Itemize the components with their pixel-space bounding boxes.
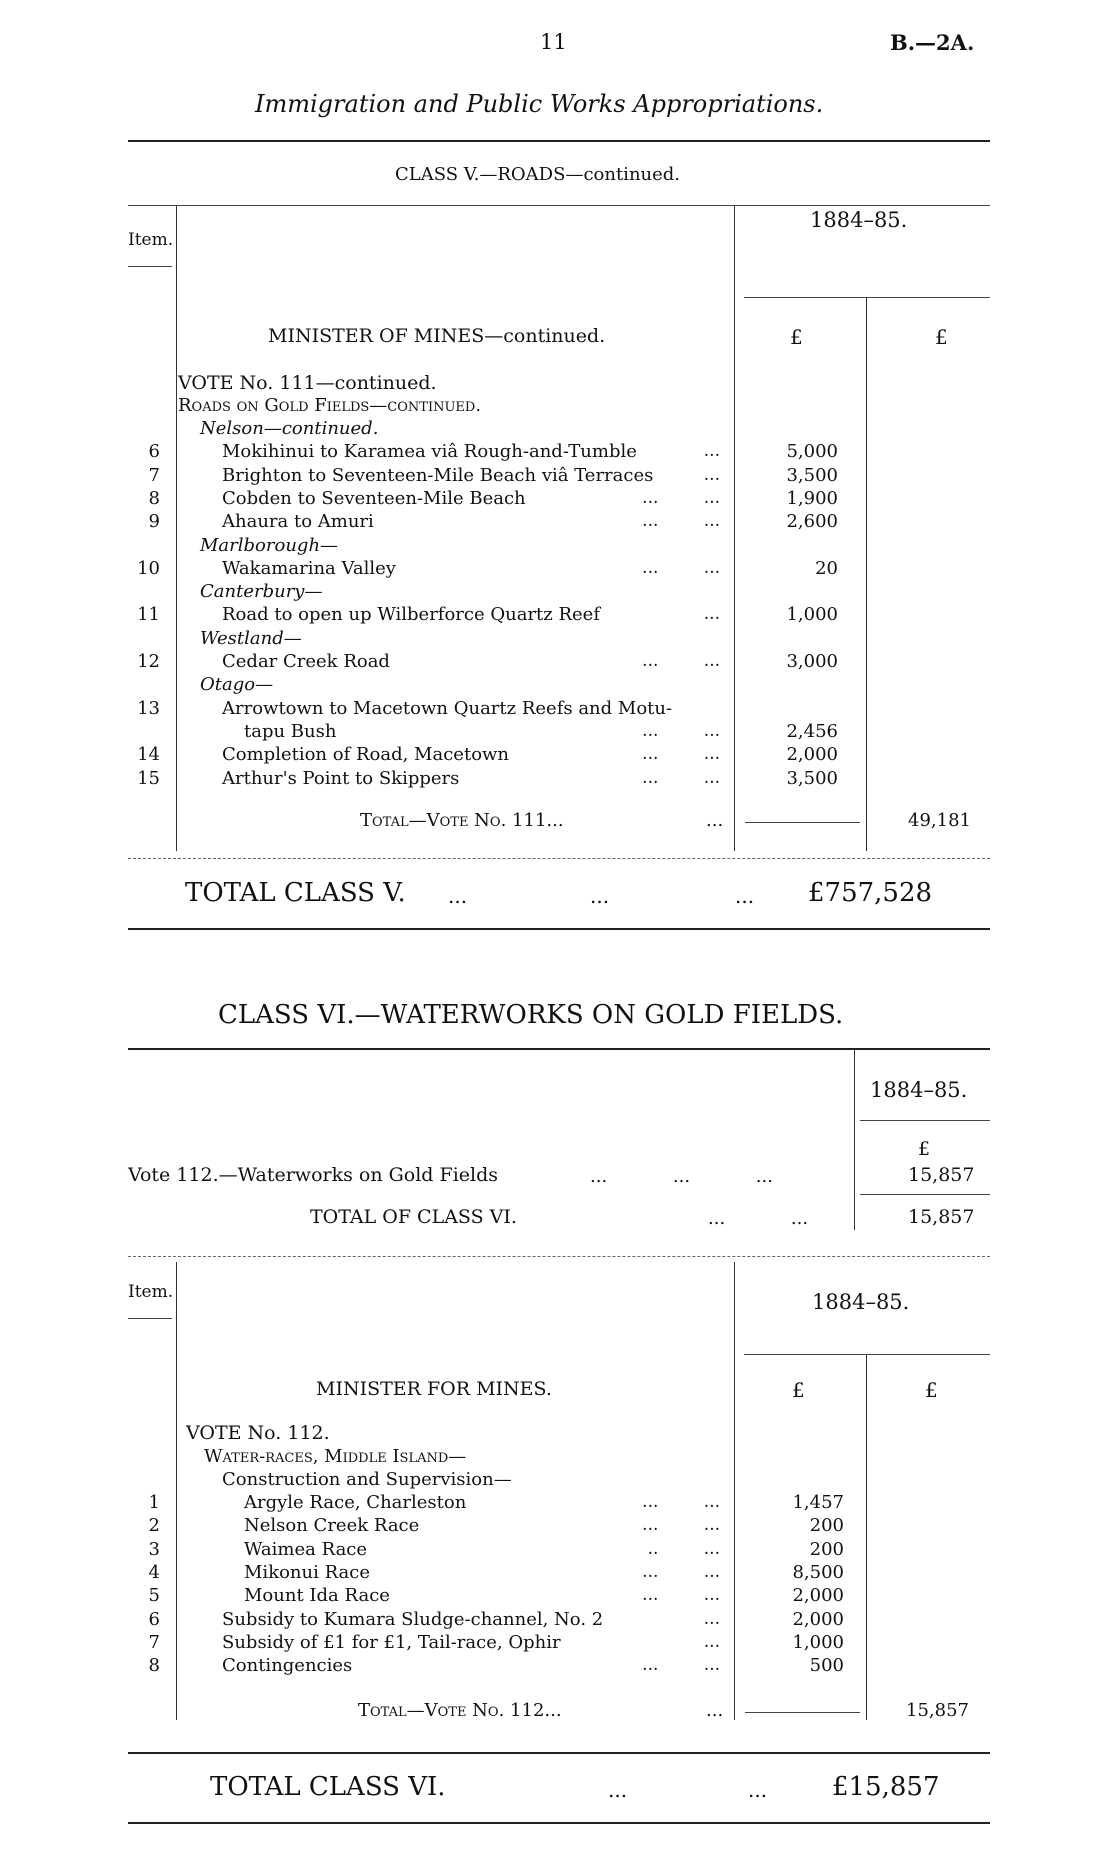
class6-sum-rule <box>860 1194 990 1195</box>
class6-item-dots: ... ... <box>642 1515 720 1535</box>
class5-item-number: 14 <box>137 744 160 765</box>
class6-detail-year: 1884–85. <box>812 1290 910 1314</box>
class5-item-description: Cobden to Seventeen-Mile Beach <box>222 488 526 509</box>
class5-item-dots: ... ... <box>642 488 720 508</box>
class6-item-description: Subsidy to Kumara Sludge-channel, No. 2 <box>222 1609 604 1630</box>
class5-vote-total: 49,181 <box>908 810 971 831</box>
class5-total-dots-1: ... <box>448 884 468 908</box>
class6-total-label: TOTAL OF CLASS VI. <box>310 1206 517 1228</box>
class5-pound-2: £ <box>935 325 948 349</box>
class6-vote-total: 15,857 <box>906 1700 969 1721</box>
class6-minister: MINISTER FOR MINES. <box>316 1378 552 1400</box>
class6-item-description: Waimea Race <box>244 1539 368 1560</box>
class5-item-description: Brighton to Seventeen-Mile Beach viâ Terraces <box>222 465 654 486</box>
class6-item-description: Argyle Race, Charleston <box>244 1492 467 1513</box>
class5-region-label: Nelson—continued. <box>200 418 379 439</box>
class5-item-number: 6 <box>148 441 160 462</box>
class6-item-description: Contingencies <box>222 1655 353 1676</box>
page-title: Immigration and Public Works Appropriations. <box>255 90 824 118</box>
class6-heading: CLASS VI.—WATERWORKS ON GOLD FIELDS. <box>218 1000 844 1030</box>
class5-amount-col-line <box>734 206 735 851</box>
class6-item-amount: 200 <box>809 1515 844 1536</box>
class6-vote-line: Vote 112.—Waterworks on Gold Fields <box>128 1164 498 1186</box>
class5-item-amount: 2,000 <box>786 744 838 765</box>
class6-vote-amount: 15,857 <box>908 1164 975 1186</box>
class5-bottom-rule <box>128 858 990 859</box>
class5-region-label: Otago— <box>200 674 274 695</box>
class5-item-dots: ... <box>703 441 720 461</box>
class6-vote-line-dots: ... ... ... <box>590 1166 773 1187</box>
class6-total-col-line <box>866 1355 867 1720</box>
class6-item-amount: 8,500 <box>792 1562 844 1583</box>
class5-item-dots: ... <box>703 604 720 624</box>
class5-item-label: Item. <box>128 230 174 250</box>
class6-item-number: 6 <box>148 1609 160 1630</box>
class5-item-description: tapu Bush <box>244 721 337 742</box>
class5-item-dots: ... ... <box>642 511 720 531</box>
class5-vote-total-label: Total—Vote No. 111... <box>360 810 564 831</box>
class5-minister: MINISTER OF MINES—continued. <box>268 325 606 347</box>
class5-pound-1: £ <box>790 325 803 349</box>
class6-item-number: 2 <box>148 1515 160 1536</box>
class6-item-dots: ... <box>703 1609 720 1629</box>
class5-region-label: Westland— <box>200 628 302 649</box>
class5-item-number: 10 <box>137 558 160 579</box>
class5-total: £757,528 <box>808 878 933 908</box>
class5-item-underline <box>128 266 172 267</box>
class6-item-description: Nelson Creek Race <box>244 1515 420 1536</box>
class5-item-amount: 2,600 <box>786 511 838 532</box>
class5-item-dots: ... ... <box>642 721 720 741</box>
class6-total-dots-2: ... <box>748 1778 768 1802</box>
class5-total-dots-3: ... <box>735 884 755 908</box>
class5-item-dots: ... ... <box>642 558 720 578</box>
class5-item-dots: ... ... <box>642 768 720 788</box>
class5-item-col-line <box>176 206 177 851</box>
class6-vote: VOTE No. 112. <box>186 1422 330 1444</box>
class6-total-rule <box>128 1822 990 1824</box>
class6-year: 1884–85. <box>870 1078 968 1102</box>
class5-item-description: Arrowtown to Macetown Quartz Reefs and Motu- <box>222 698 673 719</box>
class6-amount-col-line-2 <box>734 1262 735 1720</box>
class5-item-description: Arthur's Point to Skippers <box>222 768 460 789</box>
class6-total-label: TOTAL CLASS VI. <box>210 1772 446 1802</box>
class6-subsub: Construction and Supervision— <box>222 1469 512 1490</box>
class6-item-number: 5 <box>148 1585 160 1606</box>
class6-item-dots: .. ... <box>647 1539 720 1559</box>
class5-vote: VOTE No. 111—continued. <box>178 372 437 394</box>
class6-item-number: 4 <box>148 1562 160 1583</box>
class5-total-label: TOTAL CLASS V. <box>185 878 406 908</box>
class5-item-description: Ahaura to Amuri <box>222 511 374 532</box>
class6-item-dots: ... ... <box>642 1562 720 1582</box>
header-rule <box>128 140 990 142</box>
class6-summary-bottom-rule <box>128 1256 990 1257</box>
class6-year-rule <box>860 1120 990 1121</box>
class6-item-underline <box>128 1318 172 1319</box>
class5-item-number: 12 <box>137 651 160 672</box>
class5-total-col-line <box>866 298 867 851</box>
class5-item-number: 8 <box>148 488 160 509</box>
class5-item-number: 9 <box>148 511 160 532</box>
class6-item-dots: ... ... <box>642 1655 720 1675</box>
class6-total: £15,857 <box>832 1772 940 1802</box>
class6-item-dots: ... ... <box>642 1585 720 1605</box>
class6-item-description: Mikonui Race <box>244 1562 371 1583</box>
class6-total-amount: 15,857 <box>908 1206 975 1228</box>
page-number: 11 <box>540 30 567 54</box>
class6-item-dots: ... <box>703 1632 720 1652</box>
class6-item-number: 3 <box>148 1539 160 1560</box>
class6-detail-year-rule <box>744 1354 990 1355</box>
class5-item-dots: ... <box>703 465 720 485</box>
class6-total-dots-1: ... <box>608 1778 628 1802</box>
class6-item-dots: ... ... <box>642 1492 720 1512</box>
class6-pound: £ <box>918 1138 931 1160</box>
class5-item-description: Completion of Road, Macetown <box>222 744 510 765</box>
class5-item-amount: 1,900 <box>786 488 838 509</box>
class5-year-rule <box>744 297 990 298</box>
class5-top-rule <box>128 205 990 206</box>
class6-pound-2: £ <box>925 1378 938 1402</box>
class5-item-amount: 2,456 <box>786 721 838 742</box>
class5-item-number: 13 <box>137 698 160 719</box>
class5-item-amount: 1,000 <box>786 604 838 625</box>
class5-region-label: Canterbury— <box>200 581 323 602</box>
class6-item-amount: 2,000 <box>792 1609 844 1630</box>
class5-sum-rule <box>745 822 860 823</box>
class5-total-dots-2: ... <box>590 884 610 908</box>
class6-item-amount: 2,000 <box>792 1585 844 1606</box>
class5-item-description: Cedar Creek Road <box>222 651 390 672</box>
class6-pound-1: £ <box>792 1378 805 1402</box>
class6-item-amount: 200 <box>809 1539 844 1560</box>
class5-item-amount: 3,500 <box>786 465 838 486</box>
class5-item-amount: 20 <box>815 558 838 579</box>
class5-item-amount: 3,000 <box>786 651 838 672</box>
class6-bottom-rule <box>128 1752 990 1754</box>
class6-subhead: Water-races, Middle Island— <box>204 1446 467 1467</box>
class5-item-description: Mokihinui to Karamea viâ Rough-and-Tumble <box>222 441 637 462</box>
class6-top-rule <box>128 1048 990 1050</box>
document-ref: B.—2A. <box>890 30 975 55</box>
class5-item-description: Wakamarina Valley <box>222 558 396 579</box>
class5-vote-total-dots: ... <box>706 810 724 831</box>
class5-heading: CLASS V.—ROADS—continued. <box>395 164 681 185</box>
class5-item-amount: 5,000 <box>786 441 838 462</box>
class6-total-dots: ... ... <box>708 1208 809 1229</box>
class6-item-label: Item. <box>128 1282 174 1302</box>
class6-amount-col-line <box>854 1050 855 1230</box>
class5-region-label: Marlborough— <box>200 535 339 556</box>
class6-vote-total-label: Total—Vote No. 112... <box>358 1700 562 1721</box>
class5-year: 1884–85. <box>810 208 908 232</box>
class6-item-number: 8 <box>148 1655 160 1676</box>
class5-item-dots: ... ... <box>642 651 720 671</box>
class6-sum-rule-2 <box>745 1712 860 1713</box>
class6-item-amount: 1,457 <box>792 1492 844 1513</box>
class6-item-description: Subsidy of £1 for £1, Tail-race, Ophir <box>222 1632 561 1653</box>
class6-item-amount: 500 <box>809 1655 844 1676</box>
class6-item-number: 1 <box>148 1492 160 1513</box>
class5-subhead: Roads on Gold Fields—continued. <box>178 395 482 416</box>
class5-item-dots: ... ... <box>642 744 720 764</box>
class6-item-amount: 1,000 <box>792 1632 844 1653</box>
class5-total-rule <box>128 928 990 930</box>
class5-item-description: Road to open up Wilberforce Quartz Reef <box>222 604 600 625</box>
class5-item-amount: 3,500 <box>786 768 838 789</box>
class6-vote-total-dots: ... <box>706 1700 724 1721</box>
class6-item-number: 7 <box>148 1632 160 1653</box>
class5-item-number: 11 <box>137 604 160 625</box>
class6-item-col-line <box>176 1262 177 1720</box>
class6-item-description: Mount Ida Race <box>244 1585 390 1606</box>
class5-item-number: 15 <box>137 768 160 789</box>
class5-item-number: 7 <box>148 465 160 486</box>
